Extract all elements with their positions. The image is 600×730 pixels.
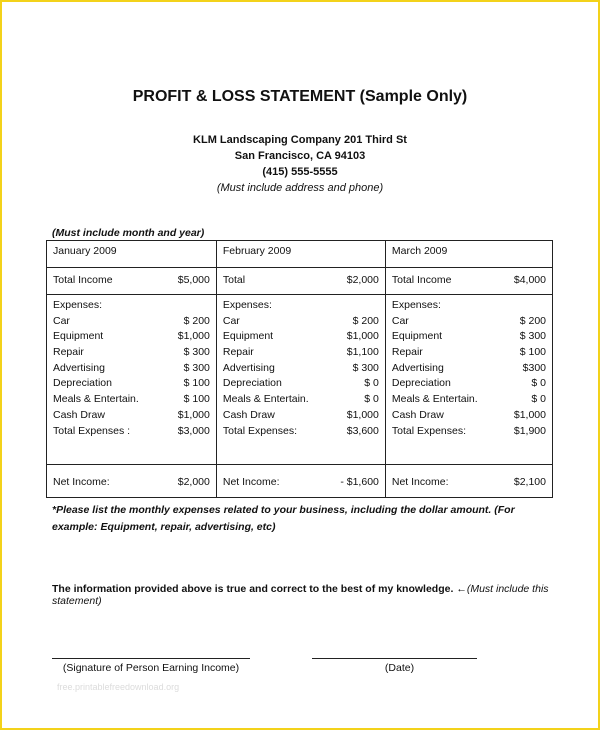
income-label: Total Income	[391, 274, 452, 286]
expense-line	[217, 329, 385, 345]
net-income-value: $2,000	[177, 476, 210, 488]
expense-label: Depreciation	[391, 377, 451, 390]
expenses-cell	[47, 295, 217, 465]
expense-value: $ 200	[352, 314, 379, 327]
expenses-cell	[385, 295, 552, 465]
signature-line[interactable]	[52, 658, 250, 659]
expenses-label: Expenses:	[53, 299, 103, 311]
expense-label: Meals & Entertain.	[53, 393, 139, 406]
expense-value: $ 100	[183, 377, 210, 390]
expense-label: Total Expenses:	[222, 424, 298, 437]
expense-line	[386, 424, 552, 440]
income-label: Total	[222, 274, 246, 286]
expense-value: $ 300	[183, 346, 210, 359]
net-income-label: Net Income:	[391, 476, 449, 488]
certification-statement	[52, 583, 598, 607]
expenses-label: Expenses:	[222, 299, 272, 311]
signature-label: (Signature of Person Earning Income)	[62, 662, 240, 674]
date-label: (Date)	[384, 662, 415, 674]
expense-line	[47, 424, 216, 440]
expense-line	[47, 392, 216, 408]
expense-line	[386, 361, 552, 377]
expense-label: Advertising	[53, 361, 105, 374]
expense-label: Advertising	[222, 361, 275, 374]
expense-line	[386, 408, 552, 424]
expense-label: Total Expenses :	[53, 424, 131, 437]
net-income-value: $2,100	[513, 476, 546, 488]
expense-label: Total Expenses:	[391, 424, 467, 437]
arrow-left-icon: ←	[456, 583, 467, 595]
expense-line	[47, 376, 216, 392]
expense-value: $ 0	[531, 393, 546, 406]
expense-value: $ 300	[519, 330, 546, 343]
expense-value: $1,900	[513, 424, 546, 437]
expense-value: $ 300	[352, 361, 379, 374]
expense-label: Car	[53, 314, 70, 327]
expenses-footnote: *Please list the monthly expenses related to your business, including the dollar amount. (For example: Equipment, repair, advertising, etc)	[52, 504, 515, 533]
income-value: $5,000	[177, 274, 210, 286]
expense-line	[217, 345, 385, 361]
expense-line	[386, 314, 552, 330]
pl-table	[46, 240, 553, 498]
expense-label: Car	[222, 314, 240, 327]
expense-value: $1,000	[513, 408, 546, 421]
net-income-cell	[216, 465, 385, 498]
expenses-row	[47, 295, 553, 465]
month-header: March 2009	[385, 241, 552, 268]
date-line[interactable]	[312, 658, 477, 659]
expense-line	[47, 345, 216, 361]
expense-value: $1,100	[346, 346, 379, 359]
expense-value: $ 0	[364, 377, 379, 390]
expense-label: Equipment	[53, 330, 104, 343]
expense-line	[217, 392, 385, 408]
header-row	[47, 241, 553, 268]
company-phone: (415) 555-5555	[262, 166, 338, 178]
expense-label: Depreciation	[222, 377, 282, 390]
income-value: $4,000	[513, 274, 546, 286]
net-income-label: Net Income:	[53, 476, 110, 488]
expense-value: $3,000	[177, 424, 210, 437]
expense-label: Repair	[53, 346, 84, 359]
expense-line	[217, 376, 385, 392]
watermark: free.printablefreedownload.org	[57, 682, 180, 692]
expense-line	[217, 314, 385, 330]
net-income-row	[47, 465, 553, 498]
income-value: $2,000	[346, 274, 379, 286]
expense-line	[47, 408, 216, 424]
expense-line	[386, 392, 552, 408]
net-income-label: Net Income:	[222, 476, 280, 488]
document-page	[2, 2, 598, 728]
expense-value: $ 0	[531, 377, 546, 390]
expense-value: $3,600	[346, 424, 379, 437]
net-income-cell	[385, 465, 552, 498]
expense-line	[47, 314, 216, 330]
expense-value: $ 200	[519, 314, 546, 327]
expenses-cell	[216, 295, 385, 465]
statement-note: (Must include this statement)	[52, 583, 549, 607]
expense-line	[386, 376, 552, 392]
expense-value: $ 300	[183, 361, 210, 374]
expense-label: Repair	[391, 346, 423, 359]
income-row	[47, 268, 553, 295]
company-city: San Francisco, CA 94103	[234, 150, 366, 162]
company-block	[2, 132, 598, 196]
expense-label: Meals & Entertain.	[391, 393, 478, 406]
expense-line	[386, 329, 552, 345]
expense-line	[386, 345, 552, 361]
expense-label: Equipment	[391, 330, 443, 343]
expense-line	[47, 329, 216, 345]
net-income-cell	[47, 465, 217, 498]
expense-label: Meals & Entertain.	[222, 393, 309, 406]
net-income-value: - $1,600	[340, 476, 379, 488]
expense-value: $ 100	[183, 393, 210, 406]
income-label: Total Income	[53, 274, 113, 286]
expense-value: $1,000	[346, 408, 379, 421]
expense-value: $300	[522, 361, 546, 374]
expense-value: $1,000	[177, 330, 210, 343]
expense-line	[217, 408, 385, 424]
company-note: (Must include address and phone)	[216, 182, 384, 194]
expense-label: Cash Draw	[391, 408, 444, 421]
statement-text: The information provided above is true and correct to the best of my knowledge.	[52, 583, 454, 595]
document-title: PROFIT & LOSS STATEMENT (Sample Only)	[132, 88, 468, 105]
expense-value: $ 100	[519, 346, 546, 359]
expense-label: Equipment	[222, 330, 274, 343]
income-cell	[216, 268, 385, 295]
expense-line	[47, 361, 216, 377]
month-header: February 2009	[216, 241, 385, 268]
expense-label: Cash Draw	[53, 408, 105, 421]
expense-label: Cash Draw	[222, 408, 275, 421]
expense-value: $1,000	[346, 330, 379, 343]
company-name: KLM Landscaping Company 201 Third St	[193, 134, 407, 146]
expense-label: Advertising	[391, 361, 444, 374]
expense-label: Car	[391, 314, 409, 327]
expense-label: Repair	[222, 346, 254, 359]
income-cell	[385, 268, 552, 295]
expense-value: $ 0	[364, 393, 379, 406]
month-note: (Must include month and year)	[52, 227, 205, 239]
expense-value: $1,000	[177, 408, 210, 421]
expense-line	[217, 424, 385, 440]
expense-line	[217, 361, 385, 377]
month-header: January 2009	[47, 241, 217, 268]
income-cell	[47, 268, 217, 295]
expense-label: Depreciation	[53, 377, 112, 390]
expense-value: $ 200	[183, 314, 210, 327]
expenses-label: Expenses:	[391, 299, 441, 311]
